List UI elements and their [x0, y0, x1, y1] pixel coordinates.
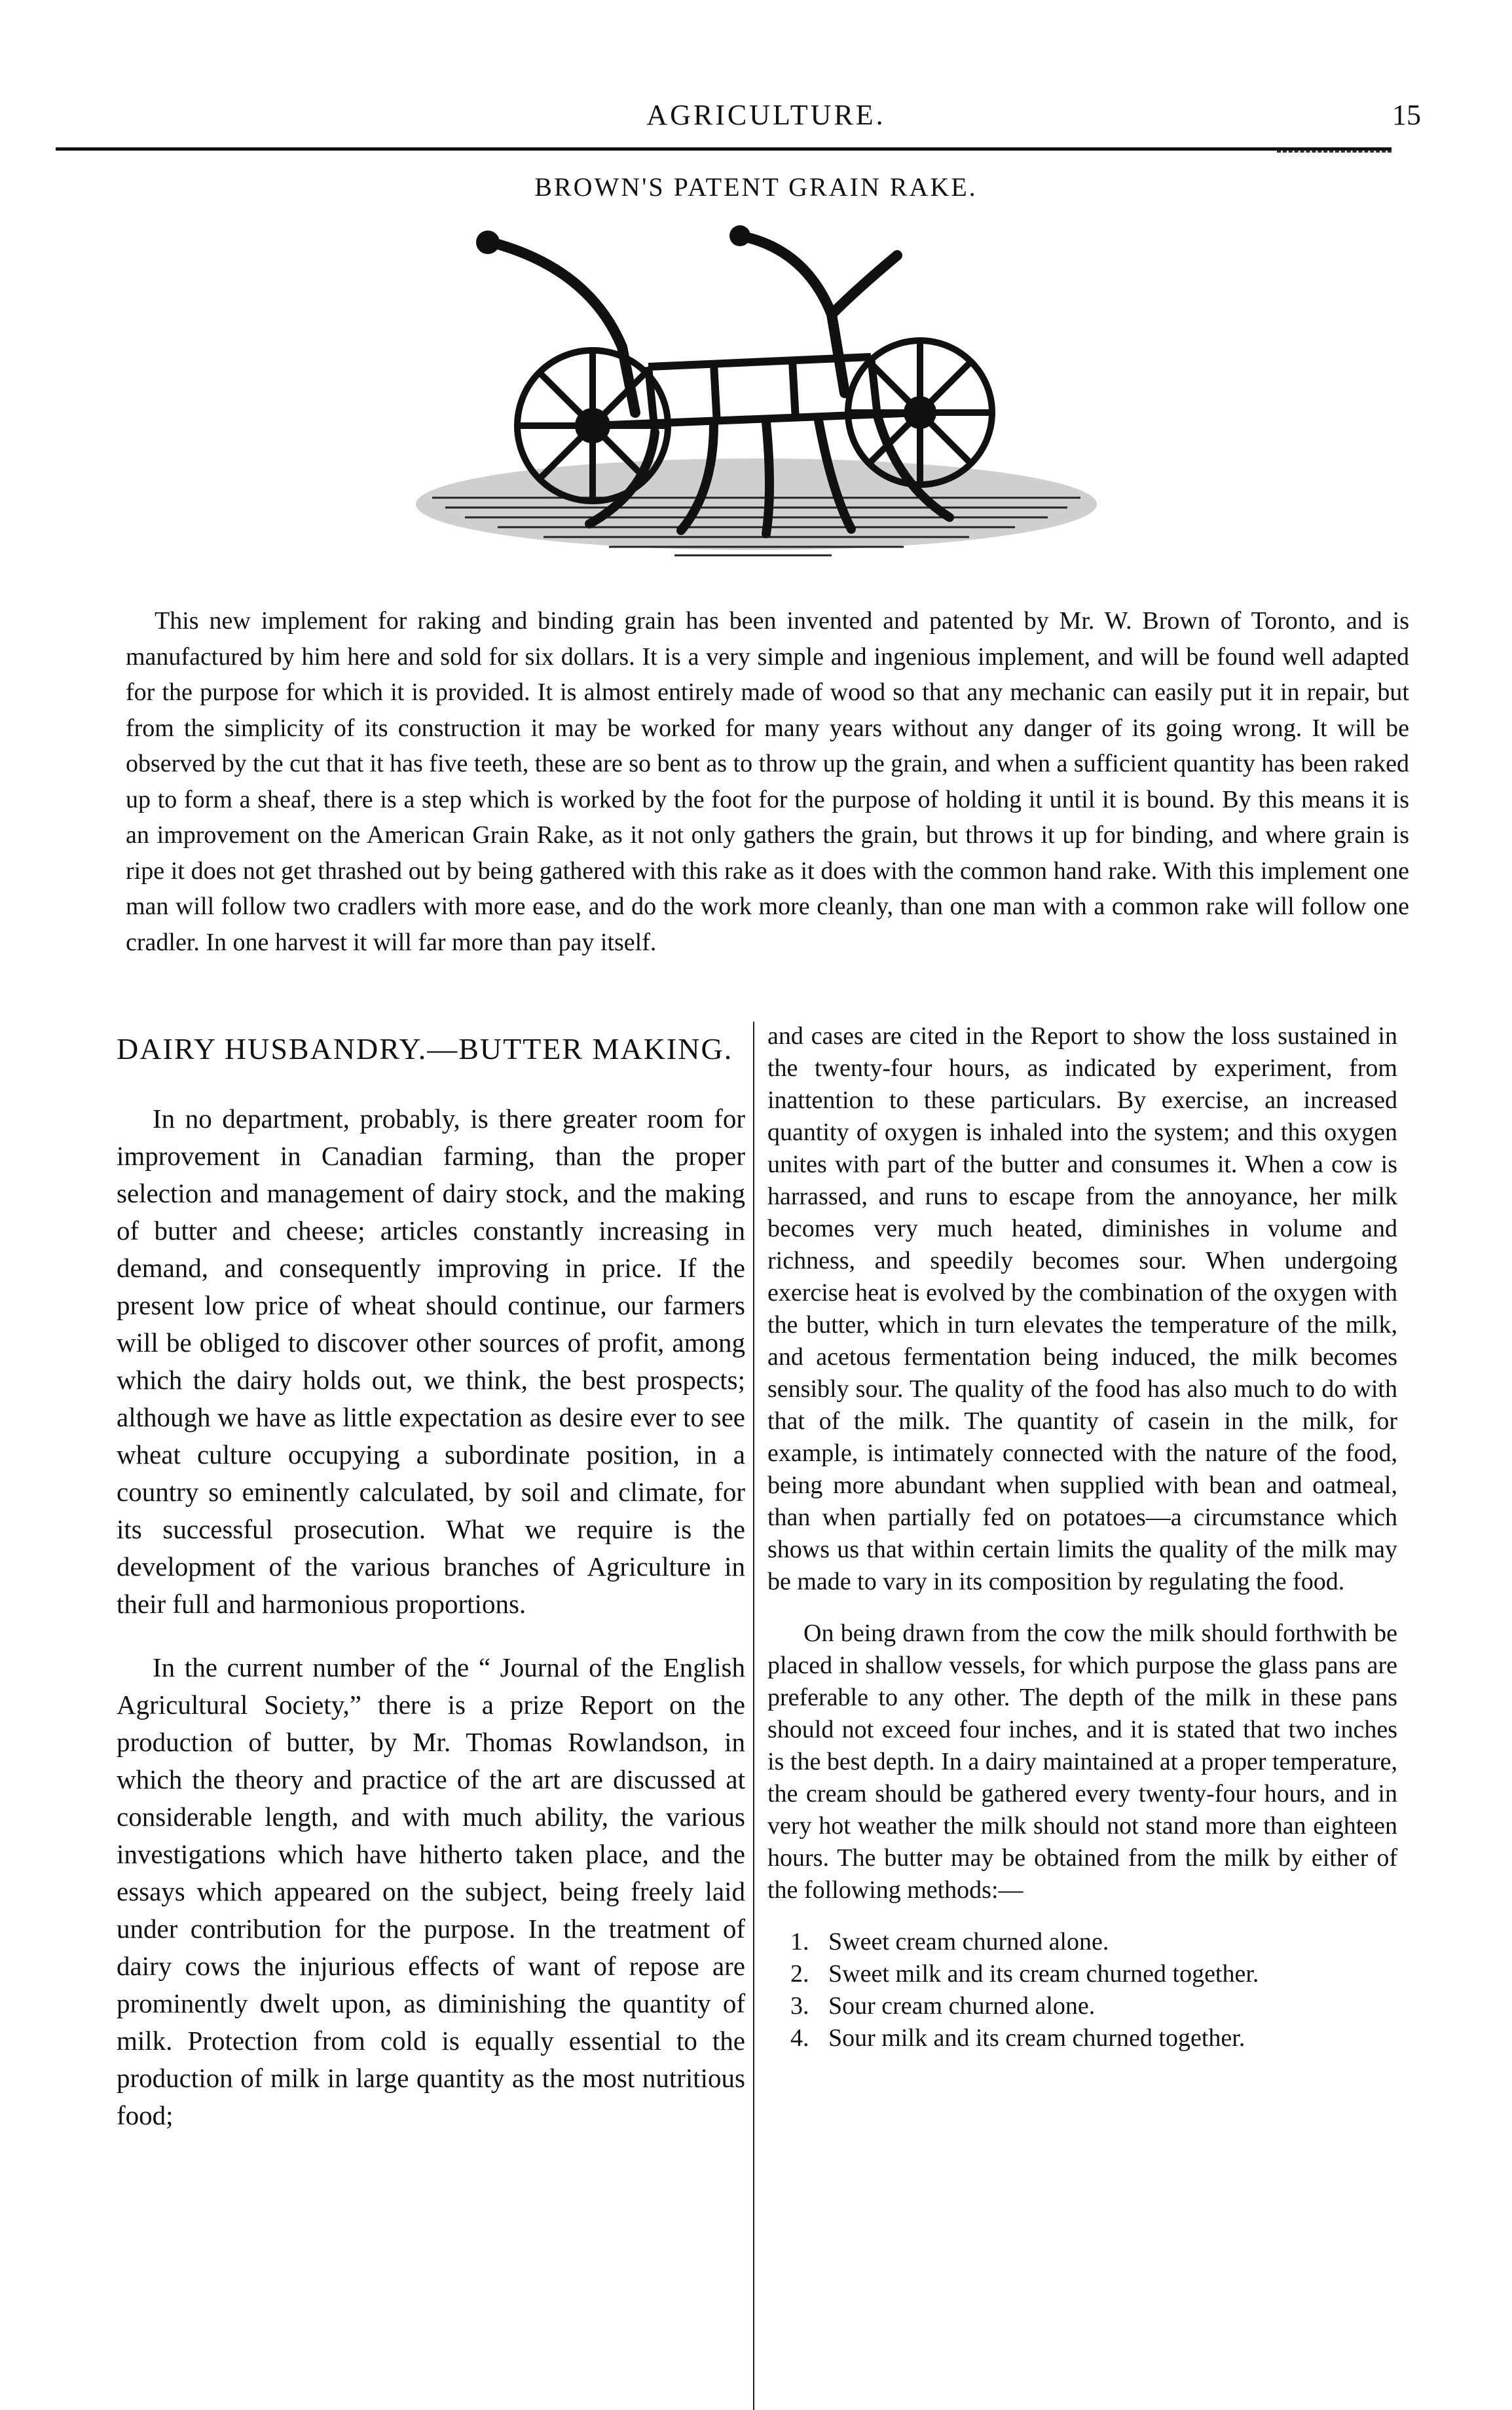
column-rule — [753, 1022, 754, 2410]
ground-hatching — [416, 458, 1097, 555]
method-item — [790, 2022, 1397, 2054]
article-title: BROWN'S PATENT GRAIN RAKE. — [534, 172, 978, 202]
handle-grip-left — [476, 231, 500, 254]
right-column — [767, 1020, 1397, 2054]
butter-methods-list — [767, 1926, 1397, 2054]
header-rule-dashes — [1277, 151, 1392, 153]
header-rule — [56, 147, 1392, 151]
paragraph-4: On being drawn from the cow the milk should forthwith be placed in shallow vessels, for which purpose the glass pans are preferable to any other. The depth of the milk in these pans should not exceed four inches, and it is stated that two inches is the best depth. In a dairy maintained at a proper temperature, the cream should be gathered every twenty-four hours, and in very hot weather the milk should not stand more than eighteen hours. The butter may be obtained from the milk by either of the following methods:— — [767, 1620, 1397, 1904]
intro-paragraph: This new implement for raking and binding grain has been invented and patented by Mr. W. Brown of Toronto, and is manufactured by him here and sold for six dollars. It is a very simple and ingenious implement, and will be found well adapted for the purpose for which it is provided. It is almost entirely made of wood so that any mechanic can easily put it in repair, but from the simplicity of its construction it may be worked for many years without any danger of its going wrong. It will be observed by the cut that it has five teeth, these are so bent as to throw up the grain, and when a sufficient quantity has been raked up to form a sheaf, there is a step which is worked by the foot for the purpose of holding it until it is bound. By this means it is an improvement on the American Grain Rake, as it not only gathers the grain, but throws it up for binding, and where grain is ripe it does not get thrashed out by being gathered with this rake as it does with the common hand rake. With this implement one man will follow two cradlers with more ease, and do the work more cleanly, than one man with a common rake will follow one cradler. In one harvest it will far more than pay itself. — [126, 607, 1409, 956]
method-text: Sour milk and its cream churned together. — [828, 2024, 1245, 2052]
method-item — [790, 1958, 1397, 1990]
running-head: AGRICULTURE. — [646, 99, 886, 131]
method-number: 1. — [790, 1928, 809, 1956]
method-item — [790, 1926, 1397, 1958]
method-number: 3. — [790, 1992, 809, 2020]
paragraph-2: In the current number of the “ Journal of the English Agricultural Society,” there is a prize Report on the production of butter, by Mr. Thomas Rowlandson, in which the theory and practice of the art are discussed at considerable length, and with much ability, the various investigations which have hitherto taken place, and the essays which appeared on the subject, being freely laid under contribution for the purpose. In the treatment of dairy cows the injurious effects of want of repose are prominently dwelt upon, as diminishing the quantity of milk. Protection from cold is equally essential to the production of milk in large quantity as the most nutritious food; — [117, 1652, 745, 2130]
page-header — [111, 98, 1421, 151]
method-item — [790, 1990, 1397, 2022]
handle-grip-right — [729, 225, 750, 246]
method-number: 4. — [790, 2024, 809, 2052]
page-number: 15 — [1392, 99, 1421, 131]
paragraph-1: In no department, probably, is there greater room for improvement in Canadian farming, than the proper selection and management of dairy stock, and the making of butter and cheese; articles constantly increasing in demand, and consequently improving in price. If the present low price of wheat should continue, our farmers will be obliged to discover other sources of profit, among which the dairy holds out, we think, the best prospects; although we have as little expectation as desire ever to see wheat culture occupying a subordinate position, in a country so eminently calculated, by soil and climate, for its successful prosecution. What we require is the development of the various branches of Agriculture in their full and harmonious proportions. — [117, 1103, 745, 1619]
section-heading: DAIRY HUSBANDRY.—BUTTER MAKING. — [117, 1032, 733, 1066]
method-number: 2. — [790, 1960, 809, 1988]
method-text: Sour cream churned alone. — [828, 1992, 1096, 2020]
grain-rake-illustration — [373, 216, 1139, 570]
left-column — [117, 1025, 745, 2160]
method-text: Sweet milk and its cream churned together. — [828, 1960, 1259, 1988]
method-text: Sweet cream churned alone. — [828, 1928, 1109, 1956]
paragraph-3: and cases are cited in the Report to show the loss sustained in the twenty-four hours, as indicated by experiment, from inattention to these particulars. By exercise, an increased quantity of oxygen is inhaled into the system; and this oxygen unites with part of the butter and consumes it. When a cow is harrassed, and runs to escape from the annoyance, her milk becomes very much heated, diminishes in volume and richness, and speedily becomes sour. When undergoing exercise heat is evolved by the combination of the oxygen with the butter, which in turn elevates the temperature of the milk, and acetous fermentation being induced, the milk becomes sensibly sour. The quality of the food has also much to do with that of the milk. The quantity of casein in the milk, for example, is intimately connected with the nature of the food, being more abundant when supplied with bean and oatmeal, than when partially fed on potatoes—a circumstance which shows us that within certain limits the quality of the milk may be made to vary in its composition by regulating the food. — [767, 1022, 1397, 1595]
